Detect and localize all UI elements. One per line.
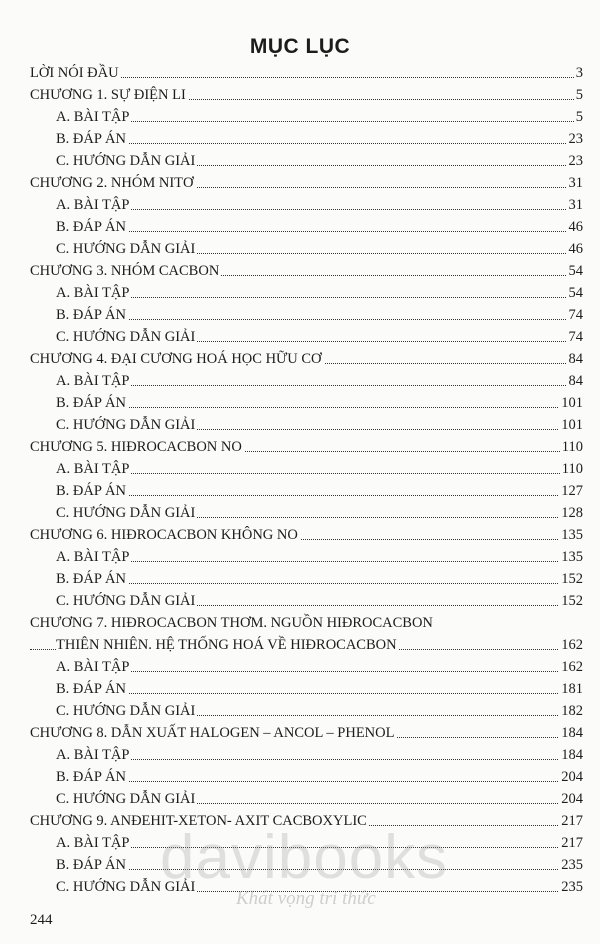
- toc-chapter-entry: [0, 84, 600, 106]
- dot-leader: [56, 847, 580, 848]
- toc-entry-page: 101: [559, 414, 583, 436]
- toc-chapter-entry: [0, 810, 600, 832]
- toc-entry-label: C. HƯỚNG DẪN GIẢI: [56, 150, 197, 172]
- dot-leader: [56, 495, 580, 496]
- toc-section-entry: [0, 458, 600, 480]
- toc-chapter-entry: [0, 722, 600, 744]
- toc-entry-page: 184: [559, 744, 583, 766]
- dot-leader: [56, 781, 580, 782]
- dot-leader: [56, 759, 580, 760]
- toc-entry-page: 152: [559, 590, 583, 612]
- toc-entry-page: 135: [559, 524, 583, 546]
- toc-entry-label: C. HƯỚNG DẪN GIẢI: [56, 700, 197, 722]
- toc-entry-label: CHƯƠNG 2. NHÓM NITƠ: [30, 172, 196, 194]
- toc-entry-label: CHƯƠNG 3. NHÓM CACBON: [30, 260, 221, 282]
- toc-entry-page: 46: [567, 216, 584, 238]
- dot-leader: [56, 385, 580, 386]
- toc-entry-label: CHƯƠNG 9. ANĐEHIT-XETON- AXIT CACBOXYLIC: [30, 810, 369, 832]
- toc-entry-page: 181: [559, 678, 583, 700]
- toc-section-entry: [0, 590, 600, 612]
- dot-leader: [56, 869, 580, 870]
- toc-entry-label: A. BÀI TẬP: [56, 194, 131, 216]
- toc-entry-label: B. ĐÁP ÁN: [56, 480, 128, 502]
- toc-entry-label: A. BÀI TẬP: [56, 832, 131, 854]
- toc-entry-label: A. BÀI TẬP: [56, 106, 131, 128]
- toc-section-entry: [0, 744, 600, 766]
- dot-leader: [56, 671, 580, 672]
- toc-section-entry: [0, 832, 600, 854]
- toc-entry-label: C. HƯỚNG DẪN GIẢI: [56, 414, 197, 436]
- toc-entry-page: 204: [559, 766, 583, 788]
- toc-entry-label: B. ĐÁP ÁN: [56, 854, 128, 876]
- toc-entry-page: 184: [559, 722, 583, 744]
- toc-section-entry: [0, 304, 600, 326]
- toc-entry-page: 162: [559, 634, 583, 656]
- toc-entry-page: 204: [559, 788, 583, 810]
- toc-section-entry: [0, 282, 600, 304]
- toc-entry-page: 5: [574, 84, 583, 106]
- toc-section-entry: [0, 678, 600, 700]
- watermark-tagline: Khát vọng tri thức: [236, 888, 376, 909]
- toc-section-entry: [0, 194, 600, 216]
- toc-chapter-entry: [0, 436, 600, 458]
- toc-entry-label: C. HƯỚNG DẪN GIẢI: [56, 788, 197, 810]
- toc-entry-label: B. ĐÁP ÁN: [56, 304, 128, 326]
- toc-entry-page: 162: [559, 656, 583, 678]
- toc-entry-page: 217: [559, 810, 583, 832]
- toc-entry-label: B. ĐÁP ÁN: [56, 128, 128, 150]
- toc-entry-page: 235: [559, 854, 583, 876]
- watermark-brand: davibooks: [160, 823, 449, 892]
- dot-leader: [56, 231, 580, 232]
- toc-entry-label: C. HƯỚNG DẪN GIẢI: [56, 590, 197, 612]
- toc-entry-page: 128: [559, 502, 583, 524]
- toc-entry-label: C. HƯỚNG DẪN GIẢI: [56, 326, 197, 348]
- toc-entry-page: 54: [567, 282, 584, 304]
- toc-entry-label: B. ĐÁP ÁN: [56, 766, 128, 788]
- dot-leader: [56, 561, 580, 562]
- toc-entry-page: 110: [560, 436, 583, 458]
- toc-entry-label: C. HƯỚNG DẪN GIẢI: [56, 876, 197, 898]
- toc-section-entry: [0, 788, 600, 810]
- toc-entry-label: A. BÀI TẬP: [56, 282, 131, 304]
- toc-section-entry: [0, 216, 600, 238]
- toc-section-entry: [0, 326, 600, 348]
- toc-section-entry: [0, 854, 600, 876]
- toc-entry-page: 54: [567, 260, 584, 282]
- toc-entry-label: C. HƯỚNG DẪN GIẢI: [56, 502, 197, 524]
- dot-leader: [56, 121, 580, 122]
- toc-entry-page: 46: [567, 238, 584, 260]
- toc-chapter-entry: [0, 260, 600, 282]
- toc-entry-page: 235: [559, 876, 583, 898]
- dot-leader: [56, 143, 580, 144]
- toc-entry-page: 84: [567, 348, 584, 370]
- dot-leader: [56, 583, 580, 584]
- toc-entry-page: 127: [559, 480, 583, 502]
- toc-section-entry: [0, 238, 600, 260]
- toc-entry-label: CHƯƠNG 4. ĐẠI CƯƠNG HOÁ HỌC HỮU CƠ: [30, 348, 324, 370]
- toc-section-entry: [0, 392, 600, 414]
- toc-entry-label: B. ĐÁP ÁN: [56, 568, 128, 590]
- dot-leader: [56, 209, 580, 210]
- toc-section-entry: [0, 106, 600, 128]
- toc-entry-page: 5: [574, 106, 583, 128]
- toc-entry-page: 84: [567, 370, 584, 392]
- toc-entry-label: A. BÀI TẬP: [56, 458, 131, 480]
- toc-entry-page: 74: [567, 304, 584, 326]
- toc-entry-label: B. ĐÁP ÁN: [56, 392, 128, 414]
- toc-chapter-entry: [0, 172, 600, 194]
- toc-section-entry: [0, 502, 600, 524]
- toc-entry-label-line1: CHƯƠNG 7. HIĐROCACBON THƠM. NGUỒN HIĐROCACBON: [30, 615, 433, 631]
- toc-entry-page: 3: [574, 62, 583, 84]
- toc-entry-label: A. BÀI TẬP: [56, 656, 131, 678]
- toc-entry-label: B. ĐÁP ÁN: [56, 678, 128, 700]
- toc-section-entry: [0, 546, 600, 568]
- toc-entry-label-line2: THIÊN NHIÊN. HỆ THỐNG HOÁ VỀ HIĐROCACBON: [56, 634, 399, 656]
- toc-entry-label: A. BÀI TẬP: [56, 744, 131, 766]
- toc-section-entry: [0, 150, 600, 172]
- toc-entry-label: CHƯƠNG 6. HIĐROCACBON KHÔNG NO: [30, 524, 300, 546]
- toc-section-entry: [0, 370, 600, 392]
- toc-section-entry: [0, 656, 600, 678]
- toc-entry-page: 74: [567, 326, 584, 348]
- toc-section-entry: [0, 876, 600, 898]
- toc-entry-label: C. HƯỚNG DẪN GIẢI: [56, 238, 197, 260]
- toc-section-entry: [0, 766, 600, 788]
- toc-entry-page: 31: [567, 172, 584, 194]
- toc-entry-page: 110: [560, 458, 583, 480]
- toc-entry-page: 23: [567, 128, 584, 150]
- dot-leader: [56, 407, 580, 408]
- toc-entry-page: 182: [559, 700, 583, 722]
- toc-entry-page: 31: [567, 194, 584, 216]
- toc-entry-label: LỜI NÓI ĐẦU: [30, 62, 121, 84]
- toc-entry-page: 101: [559, 392, 583, 414]
- dot-leader: [56, 473, 580, 474]
- toc-entry-label: CHƯƠNG 5. HIĐROCACBON NO: [30, 436, 244, 458]
- toc-section-entry: [0, 128, 600, 150]
- toc-section-entry: [0, 414, 600, 436]
- toc-section-entry: [0, 700, 600, 722]
- dot-leader: [56, 693, 580, 694]
- toc-entry-label: CHƯƠNG 8. DẪN XUẤT HALOGEN – ANCOL – PHENOL: [30, 722, 396, 744]
- toc-chapter-entry: [0, 524, 600, 546]
- toc-entry-label: B. ĐÁP ÁN: [56, 216, 128, 238]
- toc-chapter-entry: [0, 348, 600, 370]
- toc-entry-label: A. BÀI TẬP: [56, 546, 131, 568]
- dot-leader: [56, 297, 580, 298]
- toc-chapter-entry: [0, 612, 600, 656]
- toc-chapter-entry: [0, 62, 600, 84]
- toc-entry-page: 217: [559, 832, 583, 854]
- toc-section-entry: [0, 568, 600, 590]
- toc-entry-page: 152: [559, 568, 583, 590]
- page-title: MỤC LỤC: [249, 35, 351, 58]
- toc-entry-page: 135: [559, 546, 583, 568]
- toc-entry-page: 23: [567, 150, 584, 172]
- toc-entry-label: CHƯƠNG 1. SỰ ĐIỆN LI: [30, 84, 188, 106]
- dot-leader: [56, 319, 580, 320]
- toc-section-entry: [0, 480, 600, 502]
- toc-entry-label: A. BÀI TẬP: [56, 370, 131, 392]
- page-number: 244: [30, 912, 53, 928]
